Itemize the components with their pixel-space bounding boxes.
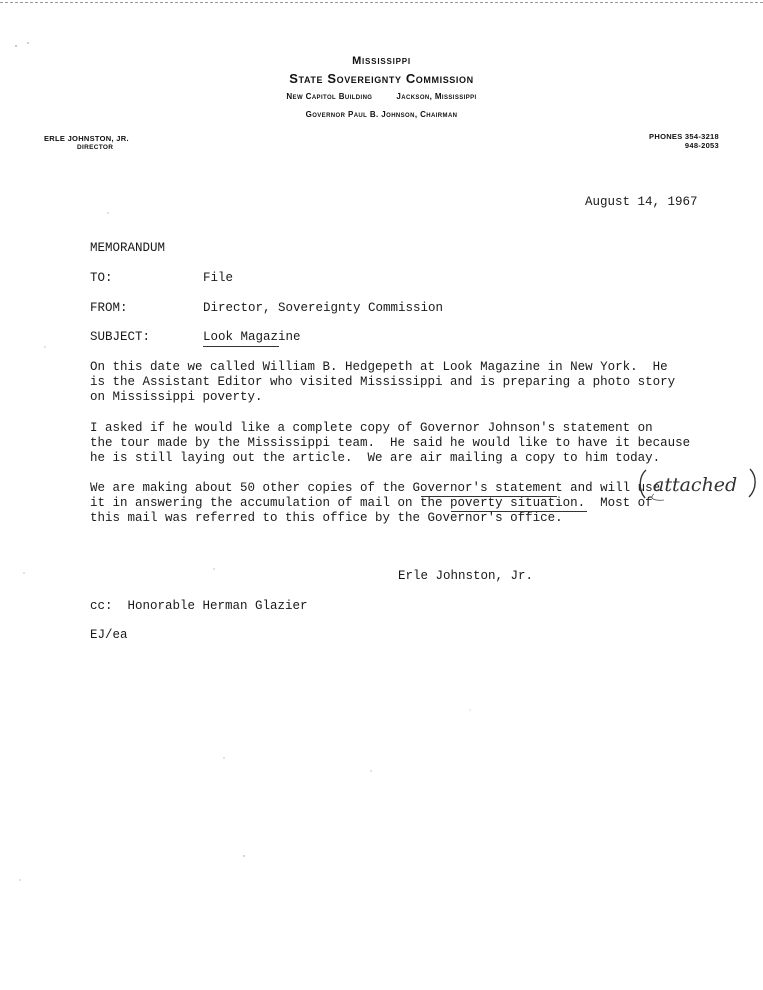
letterhead-state: Mississippi — [352, 55, 411, 67]
handwritten-attached-text: attached — [653, 474, 738, 496]
subject-label: SUBJECT: — [90, 330, 151, 344]
typist-initials: EJ/ea — [90, 628, 128, 642]
to-label: TO: — [90, 271, 113, 285]
letterhead-commission: State Sovereignty Commission — [289, 71, 474, 86]
signature-name: Erle Johnston, Jr. — [398, 569, 534, 583]
body-paragraph-3: We are making about 50 other copies of the Governor's statement and will use it in answering the accumulation of mail on the poverty situation. Most of this mail was referred to this office by the Governor's office. — [90, 481, 661, 525]
from-label: FROM: — [90, 301, 128, 315]
memo-date: August 14, 1967 — [585, 195, 698, 209]
phone-line-1: PHONES 354-3218 — [649, 132, 719, 141]
letterhead-chairman: Governor Paul B. Johnson, Chairman — [305, 110, 458, 119]
phone-line-2: 948-2053 — [684, 141, 719, 150]
cc-line: cc: Honorable Herman Glazier — [90, 599, 308, 613]
body-paragraph-1: On this date we called William B. Hedgepeth at Look Magazine in New York. He is the Assistant Editor who visited Mississippi and is preparing a photo story on Mississippi poverty. — [90, 360, 676, 404]
director-name: ERLE JOHNSTON, JR. — [44, 134, 129, 143]
to-value: File — [203, 271, 234, 285]
subject-value: Look Magazine — [203, 330, 301, 344]
memo-heading: MEMORANDUM — [90, 241, 166, 255]
letterhead-building: New Capitol Building — [286, 92, 373, 101]
letterhead-city: Jackson, Mississippi — [396, 92, 477, 101]
director-title: DIRECTOR — [77, 144, 114, 151]
body-paragraph-2: I asked if he would like a complete copy of Governor Johnson's statement on the tour made by the Mississippi team. He said he would like to have it because he is still laying out the article. We are air mailing a copy to him today. — [90, 421, 691, 465]
from-value: Director, Sovereignty Commission — [203, 301, 444, 315]
